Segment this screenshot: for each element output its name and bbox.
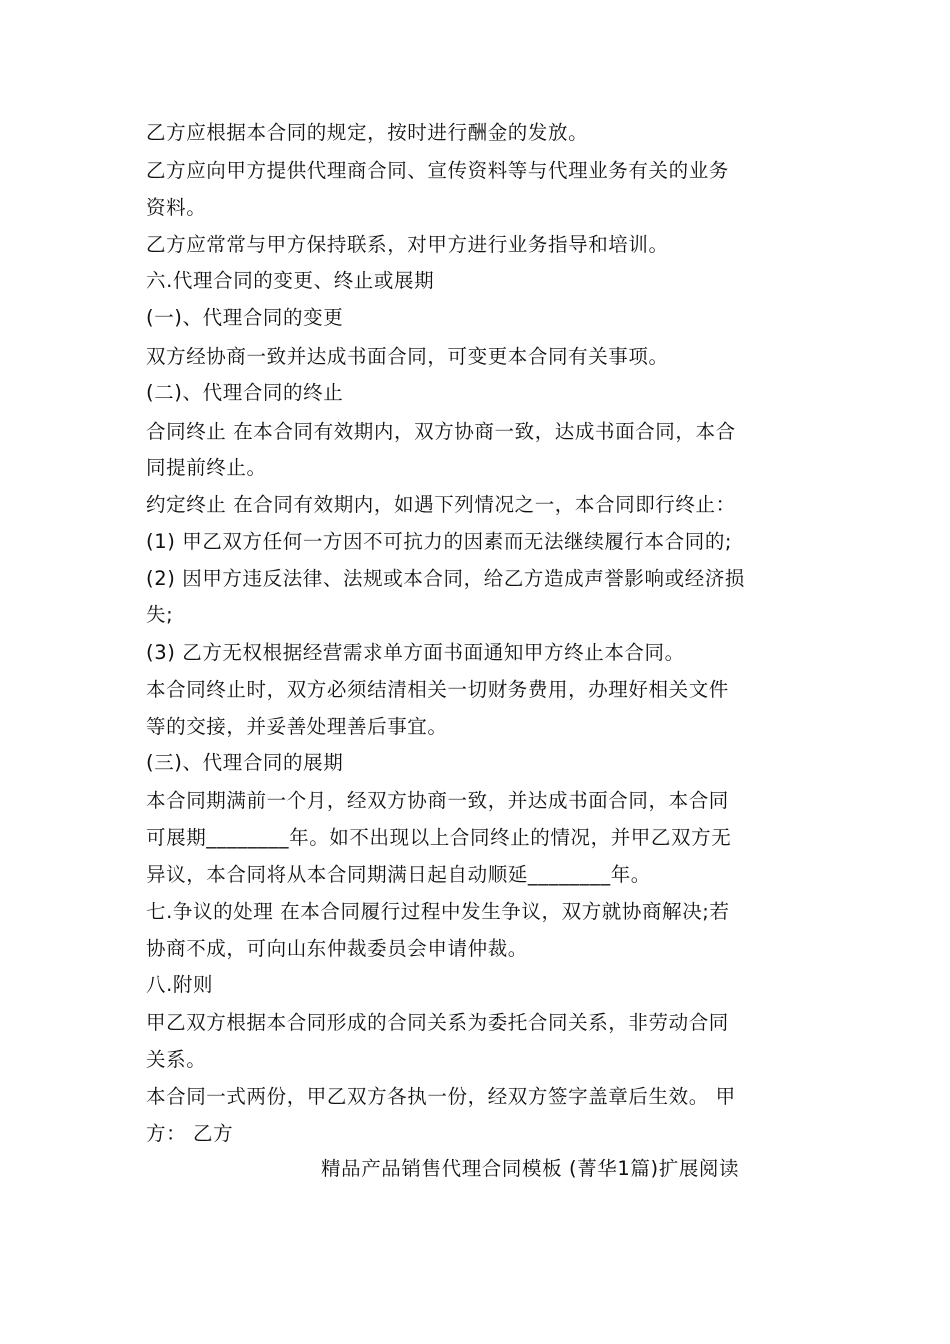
list-item: 失;: [146, 603, 174, 626]
subsection-heading: (三)、代理合同的展期: [146, 751, 344, 774]
paragraph-line: 同提前终止。: [146, 456, 267, 479]
paragraph-line: 甲乙双方根据本合同形成的合同关系为委托合同关系，非劳动合同: [146, 1011, 729, 1034]
subsection-heading: (一)、代理合同的变更: [146, 306, 344, 329]
paragraph-line: 资料。: [146, 196, 207, 219]
extended-reading-title: 精品产品销售代理合同模板 (菁华1篇)扩展阅读: [321, 1157, 740, 1180]
paragraph-line: 约定终止 在合同有效期内，如遇下列情况之一，本合同即行终止：: [146, 493, 736, 516]
paragraph-line: 协商不成，可向山东仲裁委员会申请仲裁。: [146, 937, 528, 960]
paragraph-line: 乙方应向甲方提供代理商合同、宣传资料等与代理业务有关的业务: [146, 159, 729, 182]
paragraph-line: 乙方应常常与甲方保持联系，对甲方进行业务指导和培训。: [146, 233, 669, 256]
paragraph-line: 本合同期满前一个月，经双方协商一致，并达成书面合同，本合同: [146, 789, 729, 812]
paragraph-line: 异议，本合同将从本合同期满日起自动顺延________年。: [146, 863, 651, 886]
list-item: (2) 因甲方违反法律、法规或本合同，给乙方造成声誉影响或经济损: [146, 567, 746, 590]
paragraph-line: 乙方应根据本合同的规定，按时进行酬金的发放。: [146, 121, 589, 144]
paragraph-line: 关系。: [146, 1048, 207, 1071]
subsection-heading: (二)、代理合同的终止: [146, 381, 344, 404]
paragraph-line: 可展期________年。如不出现以上合同终止的情况，并甲乙双方无: [146, 826, 732, 849]
paragraph-line: 双方经协商一致并达成书面合同，可变更本合同有关事项。: [146, 345, 669, 368]
section-heading: 八.附则: [146, 973, 214, 996]
paragraph-line: 本合同一式两份，甲乙双方各执一份，经双方签字盖章后生效。 甲: [146, 1085, 736, 1108]
signature-line: 方： 乙方: [146, 1122, 234, 1145]
section-heading: 六.代理合同的变更、终止或展期: [146, 269, 435, 292]
list-item: (3) 乙方无权根据经营需求单方面书面通知甲方终止本合同。: [146, 641, 685, 664]
section-heading: 七.争议的处理 在本合同履行过程中发生争议，双方就协商解决;若: [146, 900, 730, 923]
paragraph-line: 本合同终止时，双方必须结清相关一切财务费用，办理好相关文件: [146, 678, 729, 701]
paragraph-line: 合同终止 在本合同有效期内，双方协商一致，达成书面合同，本合: [146, 420, 736, 443]
paragraph-line: 等的交接，并妥善处理善后事宜。: [146, 715, 448, 738]
list-item: (1) 甲乙双方任何一方因不可抗力的因素而无法继续履行本合同的;: [146, 530, 733, 553]
